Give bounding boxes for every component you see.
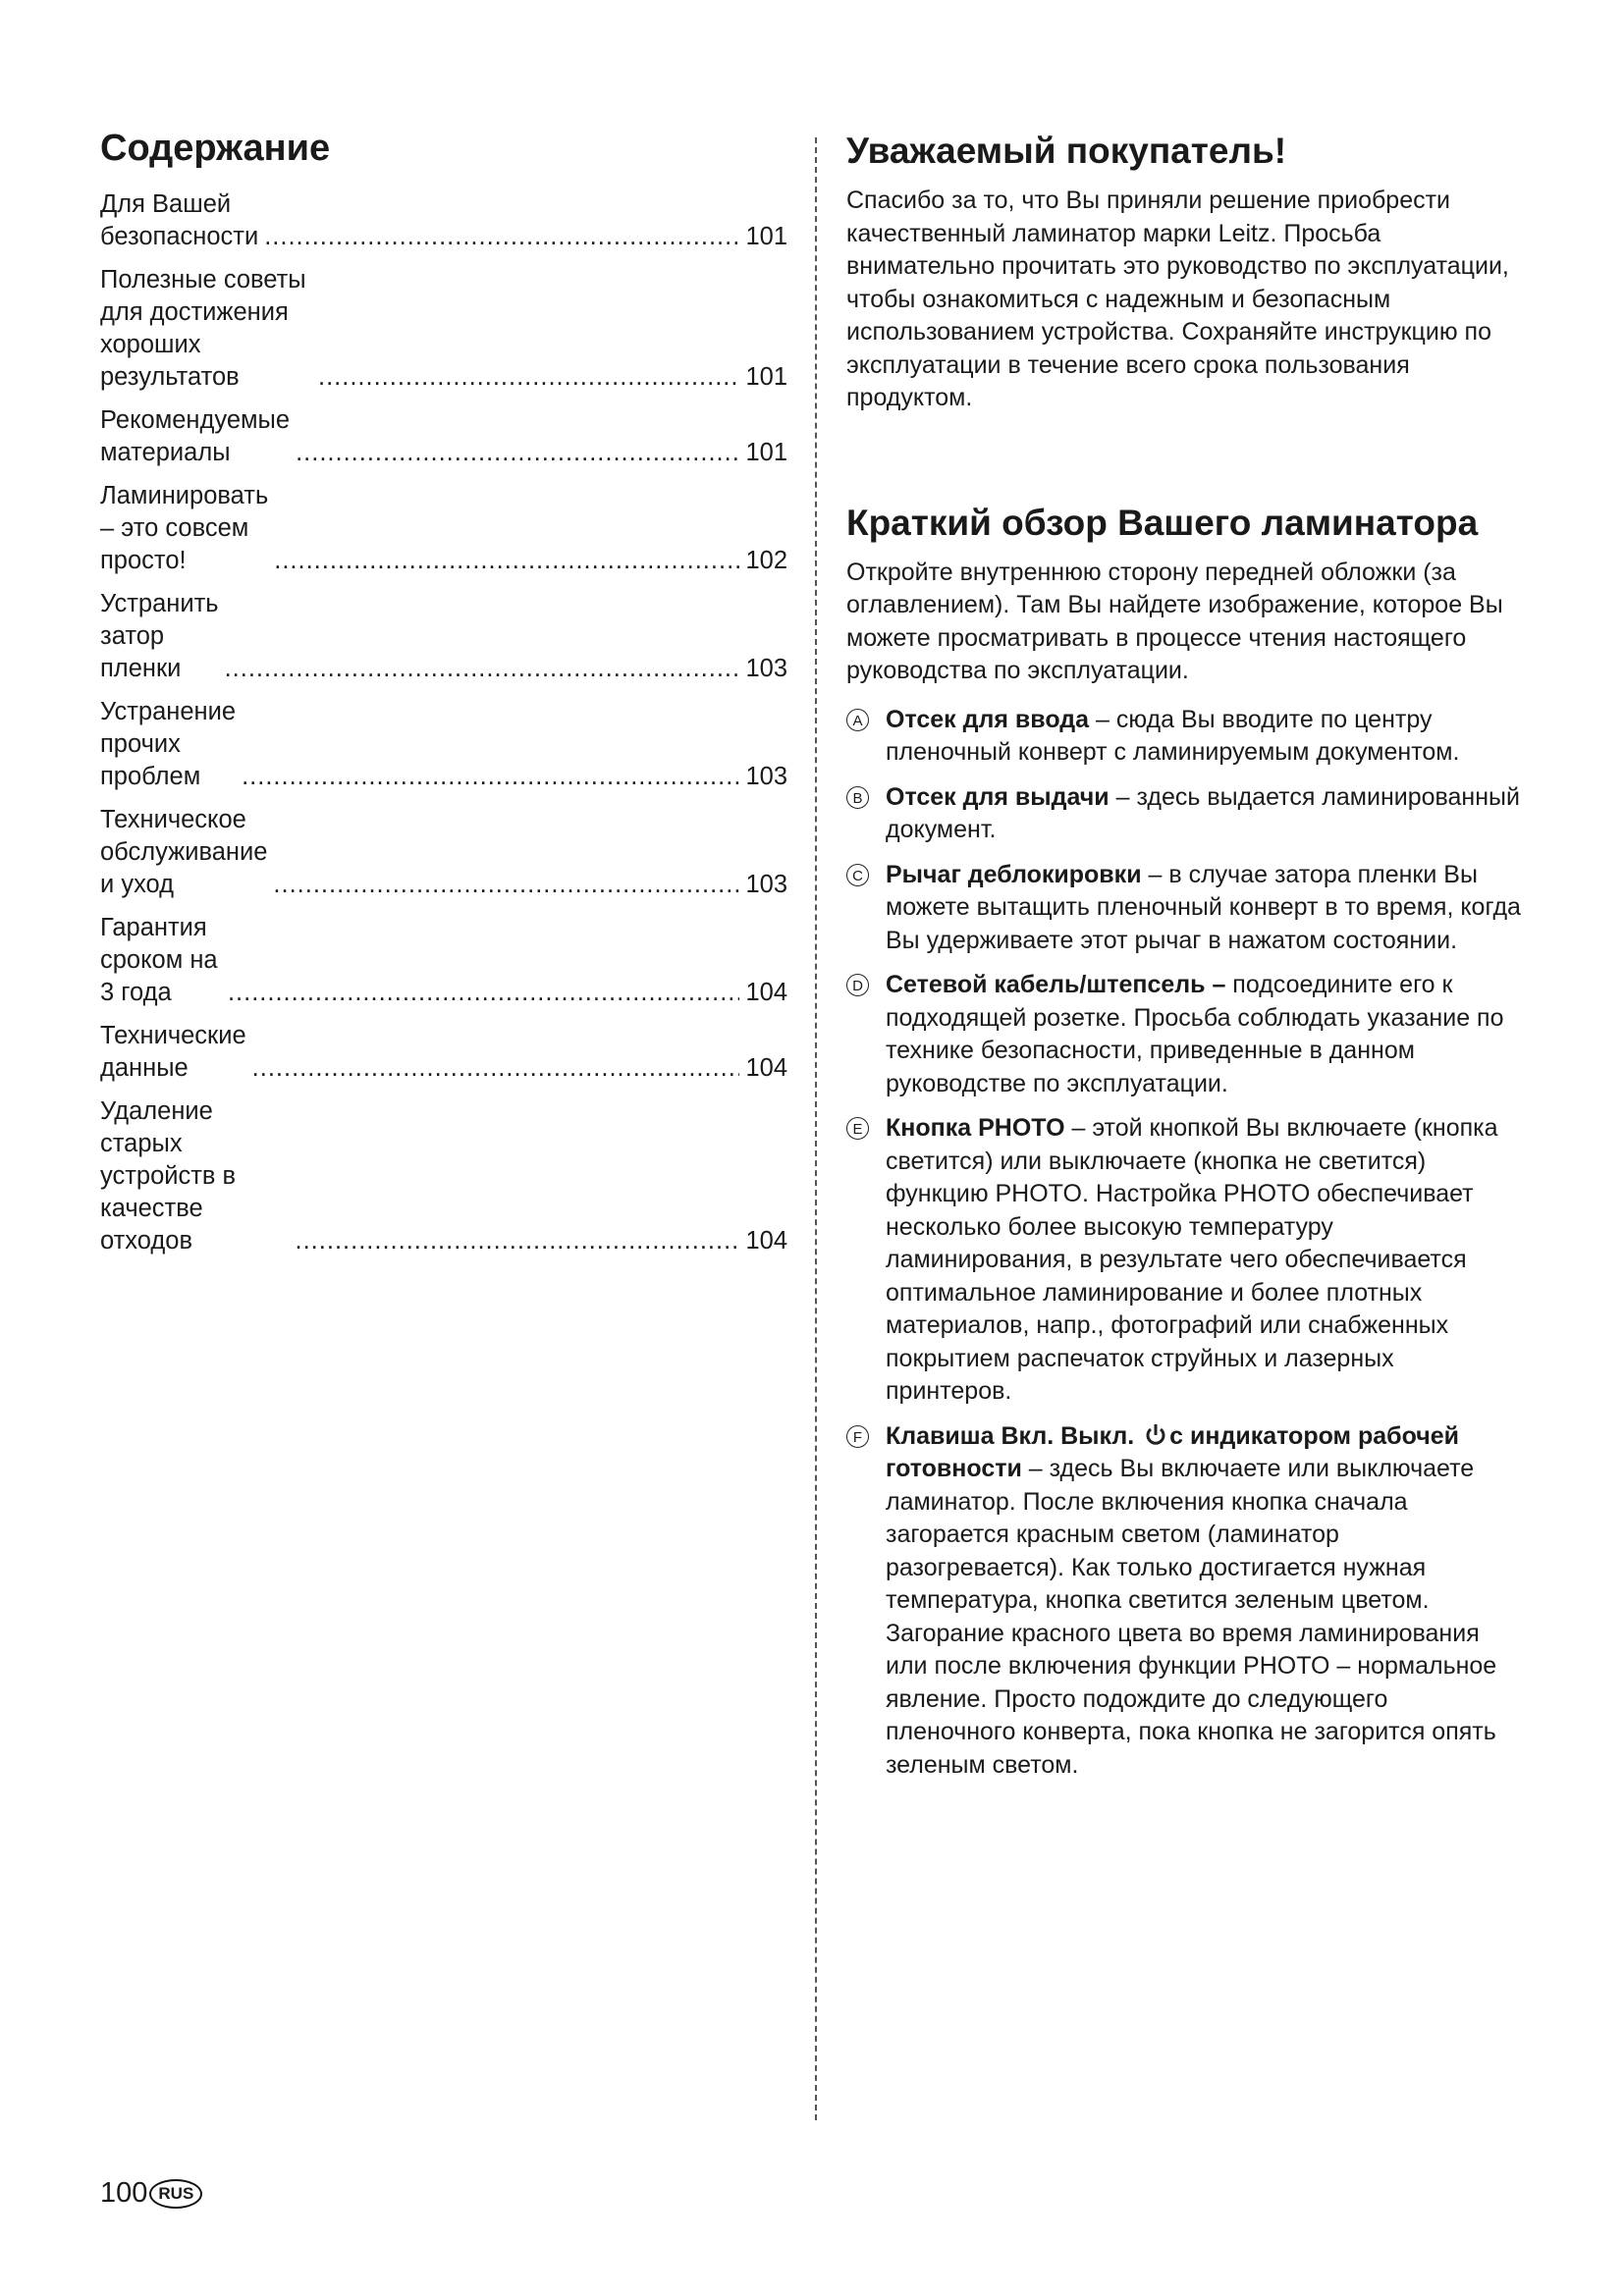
greeting-title: Уважаемый покупатель! [846,131,1287,171]
page-footer [100,2177,202,2210]
item-description: – в случае затора пленки Вы можете вытащить пленочный конверт в то время, когда Вы удерживаете этот рычаг в нажатом состоянии. [886,860,1521,954]
overview-item [846,859,1524,958]
overview-title: Краткий обзор Вашего ламинатора [846,502,1479,543]
toc-item-page: 104 [745,1227,787,1255]
item-description: – здесь выдается ламинированный документ. [886,782,1520,843]
overview-text: Откройте внутреннюю сторону передней обложки (за оглавлением). Там Вы найдете изображение, которое Вы можете просматривать в процессе чтения настоящего руководства по эксплуатации. [846,558,1503,684]
column-divider [815,137,817,2120]
toc-leader-dots [252,1052,740,1085]
toc-item-page: 103 [745,871,787,898]
overview-item [846,704,1524,770]
toc-leader-dots [242,761,739,793]
toc-item[interactable] [100,1095,787,1257]
item-description: – сюда Вы вводите по центру пленочный конверт с ламинируемым документом. [886,705,1460,766]
item-letter-badge: C [846,864,869,886]
item-letter-badge: A [846,709,869,731]
item-term-continued: с индикатором рабочей готовности [886,1421,1460,1482]
overview-item [846,781,1524,847]
toc-item-page: 103 [745,655,787,682]
greeting-text: Спасибо за то, что Вы приняли решение приобрести качественный ламинатор марки Leitz. Просьба внимательно прочитать это руководство по эксплуатации, чтобы ознакомиться с надежным и безопасным использованием устройства. Сохраняйте инструкцию по эксплуатации в течение всего срока пользования продуктом. [846,187,1509,411]
item-description: – здесь Вы включаете или выключаете ламинатор. После включения кнопка сначала загорается красным светом (ламинатор разогревается). Как только достигается нужная температура, кнопка светится зеленым цветом. Загорание красного цвета во время ламинирования или после включения функции PHOTO – нормальное явление. Просто подождите до следующего пленочного конверта, пока кнопка не загорится опять зеленым светом. [886,1455,1497,1779]
toc-leader-dots [225,653,740,685]
toc-item-text: Устранение прочих проблем [100,698,237,790]
toc-item[interactable] [100,912,787,1009]
toc-item[interactable] [100,264,787,394]
item-letter-badge: E [846,1117,869,1140]
toc-leader-dots [296,437,739,469]
toc-item[interactable] [100,480,787,577]
item-letter-badge: F [846,1425,869,1448]
page-number: 100 [100,2177,148,2209]
item-term: Отсек для ввода [886,705,1090,733]
item-description: – этой кнопкой Вы включаете (кнопка светится) или выключаете (кнопка не светится) функцию PHOTO. Настройка PHOTO обеспечивает несколько более высокую температуру ламинирования, в результате чего обеспечивается оптимальное ламинирование и более плотных материалов, напр., фотографий или снабженных покрытием распечаток струйных и лазерных принтеров. [886,1114,1498,1405]
overview-item [846,1112,1524,1409]
toc-item-text: Ламинировать – это совсем просто! [100,482,269,574]
item-term: Отсек для выдачи [886,782,1110,811]
toc-item[interactable] [100,188,787,253]
toc-item[interactable] [100,404,787,469]
toc-item-page: 104 [745,979,787,1006]
toc-item-text: Полезные советы для достижения хороших результатов [100,266,306,391]
toc-leader-dots [318,361,739,394]
toc-item-text: Техническое обслуживание и уход [100,806,268,898]
toc-item[interactable] [100,804,787,901]
toc-item[interactable] [100,696,787,793]
toc-leader-dots [264,221,739,253]
overview-item [846,1420,1524,1783]
table-of-contents [100,126,787,1268]
toc-item-page: 101 [745,439,787,466]
overview-items [846,704,1524,1783]
toc-item-text: Удаление старых устройств в качестве отходов [100,1097,237,1255]
item-term: Сетевой кабель/штепсель – [886,971,1226,998]
toc-title: Содержание [100,128,331,169]
overview-item [846,969,1524,1100]
toc-item-page: 101 [745,223,787,250]
toc-item-text: Для Вашей безопасности [100,190,259,250]
toc-item-text: Гарантия сроком на 3 года [100,914,218,1006]
item-term: Кнопка PHOTO [886,1114,1065,1142]
toc-leader-dots [274,545,739,577]
toc-item-text: Технические данные [100,1022,246,1082]
toc-item[interactable] [100,1020,787,1085]
toc-leader-dots [228,977,739,1009]
toc-item-page: 102 [745,547,787,574]
item-term: Клавиша Вкл. Выкл. [886,1421,1135,1450]
item-letter-badge: D [846,974,869,996]
item-description: подсоедините его к подходящей розетке. Просьба соблюдать указание по технике безопасности, приведенные в данном руководстве по эксплуатации. [886,971,1504,1097]
toc-leader-dots [273,869,739,901]
toc-leader-dots [296,1225,740,1257]
toc-item-page: 103 [745,763,787,790]
toc-list [100,188,787,1257]
toc-item-text: Устранить затор пленки [100,590,219,682]
power-icon [1144,1423,1167,1447]
right-column [846,130,1524,1793]
toc-item[interactable] [100,588,787,685]
toc-item-page: 101 [745,363,787,391]
item-letter-badge: B [846,786,869,809]
item-term: Рычаг деблокировки [886,860,1142,888]
language-badge: RUS [149,2179,202,2209]
toc-item-text: Рекомендуемые материалы [100,406,291,466]
toc-item-page: 104 [745,1054,787,1082]
